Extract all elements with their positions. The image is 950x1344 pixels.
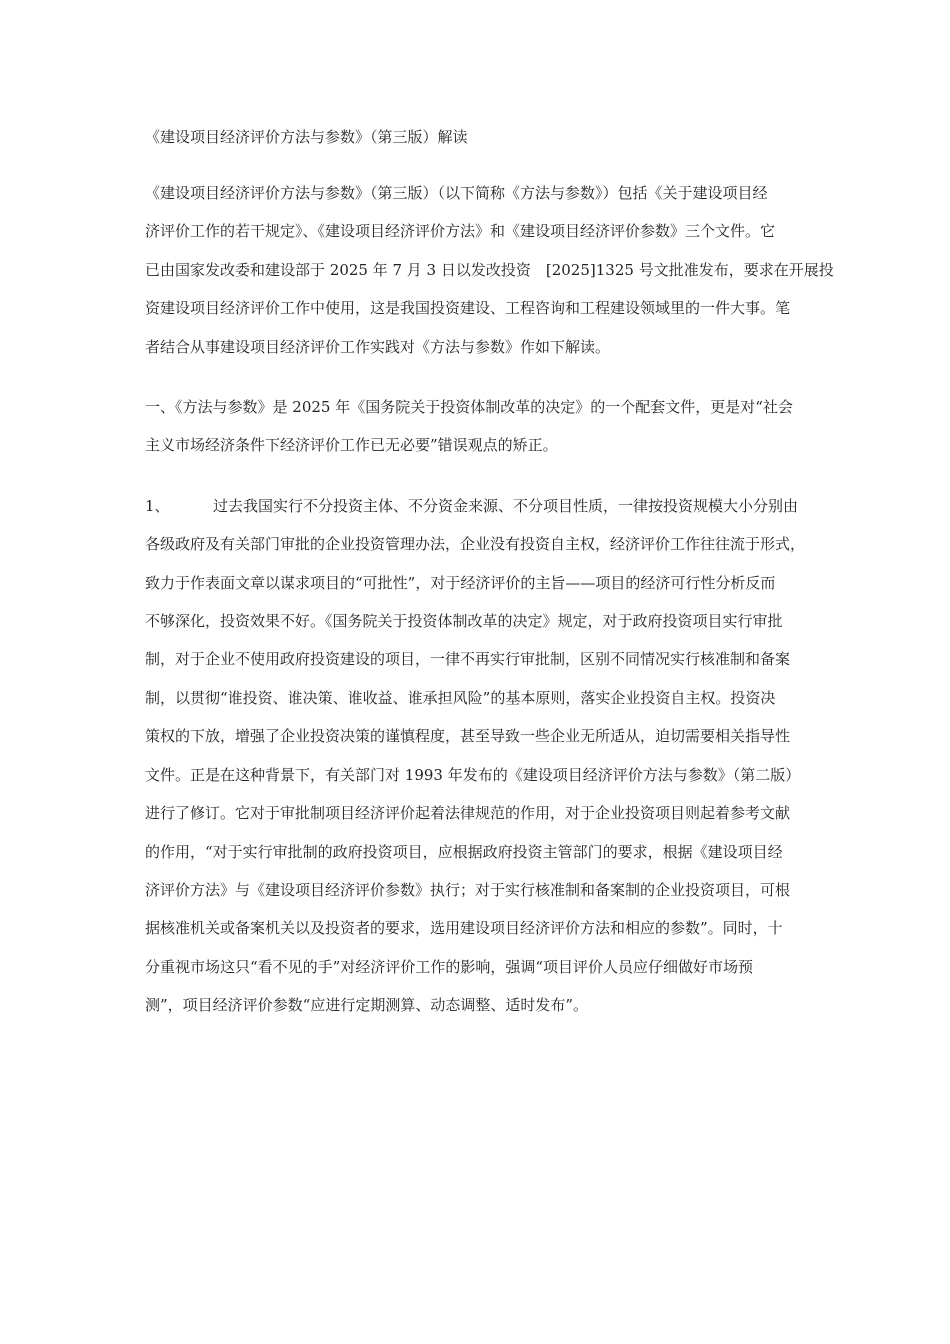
text-line: 济评价方法》与《建设项目经济评价参数》执行；对于实行核准制和备案制的企业投资项目，可根 — [145, 880, 791, 899]
text-line: 文件。正是在这种背景下，有关部门对 1993 年发布的《建设项目经济评价方法与参数》（第二版） — [145, 765, 801, 784]
text-line: 制，以贯彻“谁投资、谁决策、谁收益、谁承担风险”的基本原则，落实企业投资自主权。投资决 — [145, 688, 776, 707]
text-line: 据核准机关或备案机关以及投资者的要求，选用建设项目经济评价方法和相应的参数”。同时，十 — [145, 919, 783, 938]
text-line: 不够深化，投资效果不好。《国务院关于投资体制改革的决定》规定，对于政府投资项目实行审批 — [145, 612, 783, 631]
paragraph-section-one — [145, 388, 810, 465]
paragraph-item-1 — [145, 487, 810, 1025]
text-line: 各级政府及有关部门审批的企业投资管理办法，企业没有投资自主权，经济评价工作往往流于形式， — [145, 535, 806, 554]
text-line-first — [145, 487, 810, 525]
text-line: 策权的下放，增强了企业投资决策的谨慎程度，甚至导致一些企业无所适从，迫切需要相关指导性 — [145, 727, 791, 746]
text-line: 者结合从事建设项目经济评价工作实践对《方法与参数》作如下解读。 — [145, 337, 611, 356]
text-line: 主义市场经济条件下经济评价工作已无必要”错误观点的矫正。 — [145, 436, 558, 455]
text-line: 分重视市场这只“看不见的手”对经济评价工作的影响，强调“项目评价人员应仔细做好市场预 — [145, 957, 754, 976]
text-line: 致力于作表面文章以谋求项目的“可批性”，对于经济评价的主旨——项目的经济可行性分析反而 — [145, 573, 776, 592]
text-line: 进行了修订。它对于审批制项目经济评价起着法律规范的作用，对于企业投资项目则起着参考文献 — [145, 804, 791, 823]
text-line: 制，对于企业不使用政府投资建设的项目，一律不再实行审批制，区别不同情况实行核准制和备案 — [145, 650, 791, 669]
paragraph-intro — [145, 174, 834, 366]
text-line: 的作用，“对于实行审批制的政府投资项目，应根据政府投资主管部门的要求，根据《建设项目经 — [145, 842, 783, 861]
text-line-content: 过去我国实行不分投资主体、不分资金来源、不分项目性质，一律按投资规模大小分别由 — [213, 496, 799, 515]
text-line: 已由国家发改委和建设部于 2025 年 7 月 3 日以发改投资 [2025]1325 号文批准发布，要求在开展投 — [145, 260, 834, 279]
text-line: 资建设项目经济评价工作中使用，这是我国投资建设、工程咨询和工程建设领域里的一件大事。笔 — [145, 299, 791, 318]
text-line: 一、《方法与参数》是 2025 年《国务院关于投资体制改革的决定》的一个配套文件，更是对“社会 — [145, 398, 793, 417]
document-title: 《建设项目经济评价方法与参数》（第三版）解读 — [145, 128, 468, 146]
text-line: 《建设项目经济评价方法与参数》（第三版）（以下简称《方法与参数》）包括《关于建设项目经 — [145, 184, 768, 202]
text-line: 济评价工作的若干规定》、《建设项目经济评价方法》和《建设项目经济评价参数》三个文件。它 — [145, 222, 776, 241]
item-number: 1、 — [145, 496, 170, 515]
document-body — [145, 120, 834, 1047]
text-line: 测”，项目经济评价参数“应进行定期测算、动态调整、适时发布”。 — [145, 996, 589, 1015]
